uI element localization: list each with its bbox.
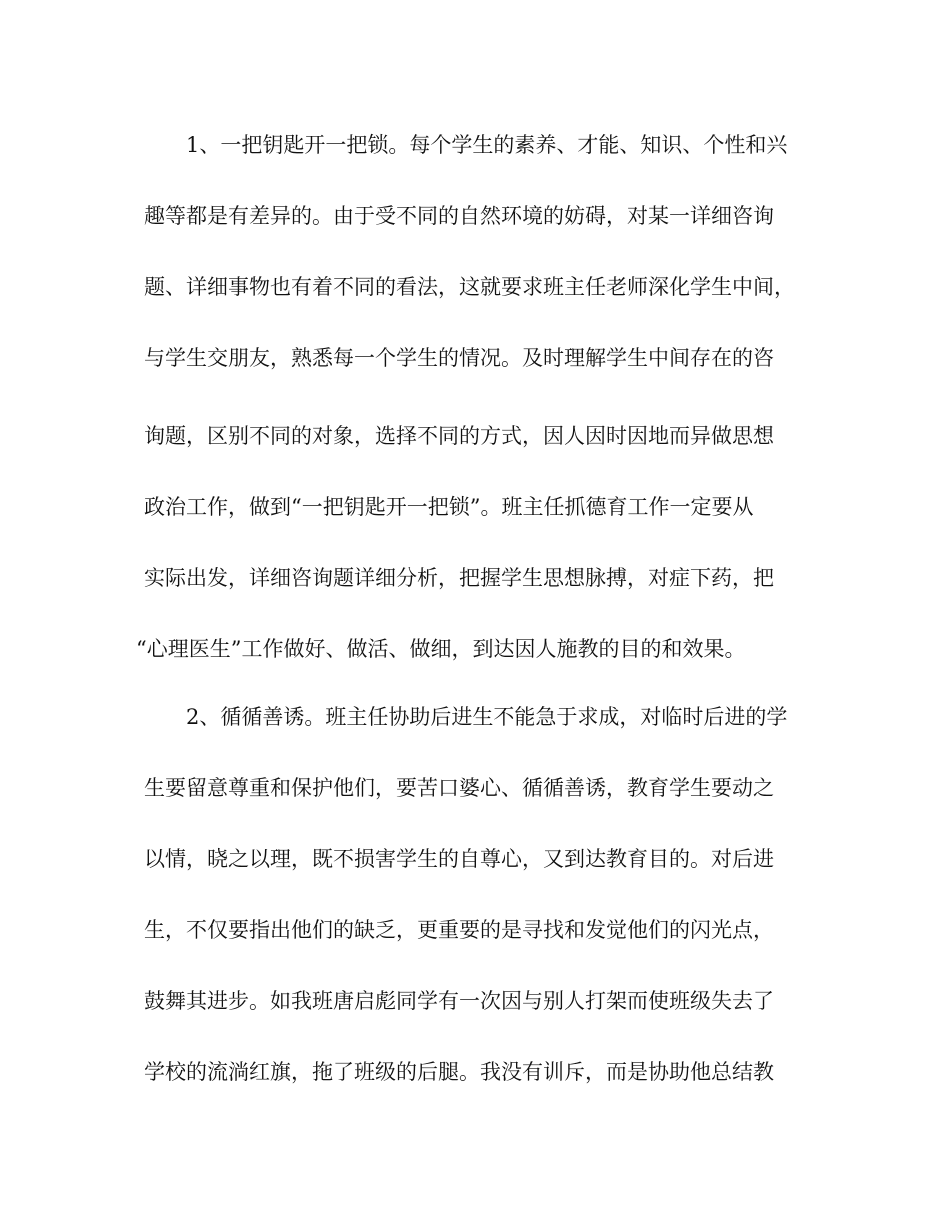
paragraph-1-line-6: 政治工作，做到“一把钥匙开一把锁”。班主任抓德育工作一定要从 [144,495,754,519]
paragraph-1-line-7: 实际出发，详细咨询题详细分析，把握学生思想脉搏，对症下药，把 [144,566,774,590]
paragraph-2-line-3: 以情，晓之以理，既不损害学生的自尊心，又到达教育目的。对后进 [144,847,774,871]
paragraph-2-line-2: 生要留意尊重和保护他们，要苦口婆心、循循善诱，教育学生要动之 [144,776,774,800]
paragraph-2-line-1: 2、循循善诱。班主任协助后进生不能急于求成，对临时后进的学 [186,705,788,729]
paragraph-1-line-5: 询题，区别不同的对象，选择不同的方式，因人因时因地而异做思想 [144,424,774,448]
paragraph-1-line-1: 1、一把钥匙开一把锁。每个学生的素养、才能、知识、个性和兴 [186,133,788,157]
paragraph-1-line-3: 题、详细事物也有着不同的看法，这就要求班主任老师深化学生中间， [144,275,795,299]
paragraph-2-line-4: 生，不仅要指出他们的缺乏，更重要的是寻找和发觉他们的闪光点， [144,918,774,942]
paragraph-2-line-6: 学校的流淌红旗，拖了班级的后腿。我没有训斥，而是协助他总结教 [144,1060,774,1084]
paragraph-2-line-5: 鼓舞其进步。如我班唐启彪同学有一次因与别人打架而使班级失去了 [144,989,774,1013]
paragraph-1-line-2: 趣等都是有差异的。由于受不同的自然环境的妨碍，对某一详细咨询 [144,204,774,228]
paragraph-1-line-4: 与学生交朋友，熟悉每一个学生的情况。及时理解学生中间存在的咨 [144,346,774,370]
paragraph-1-line-8: “心理医生”工作做好、做活、做细，到达因人施教的目的和效果。 [136,637,746,661]
